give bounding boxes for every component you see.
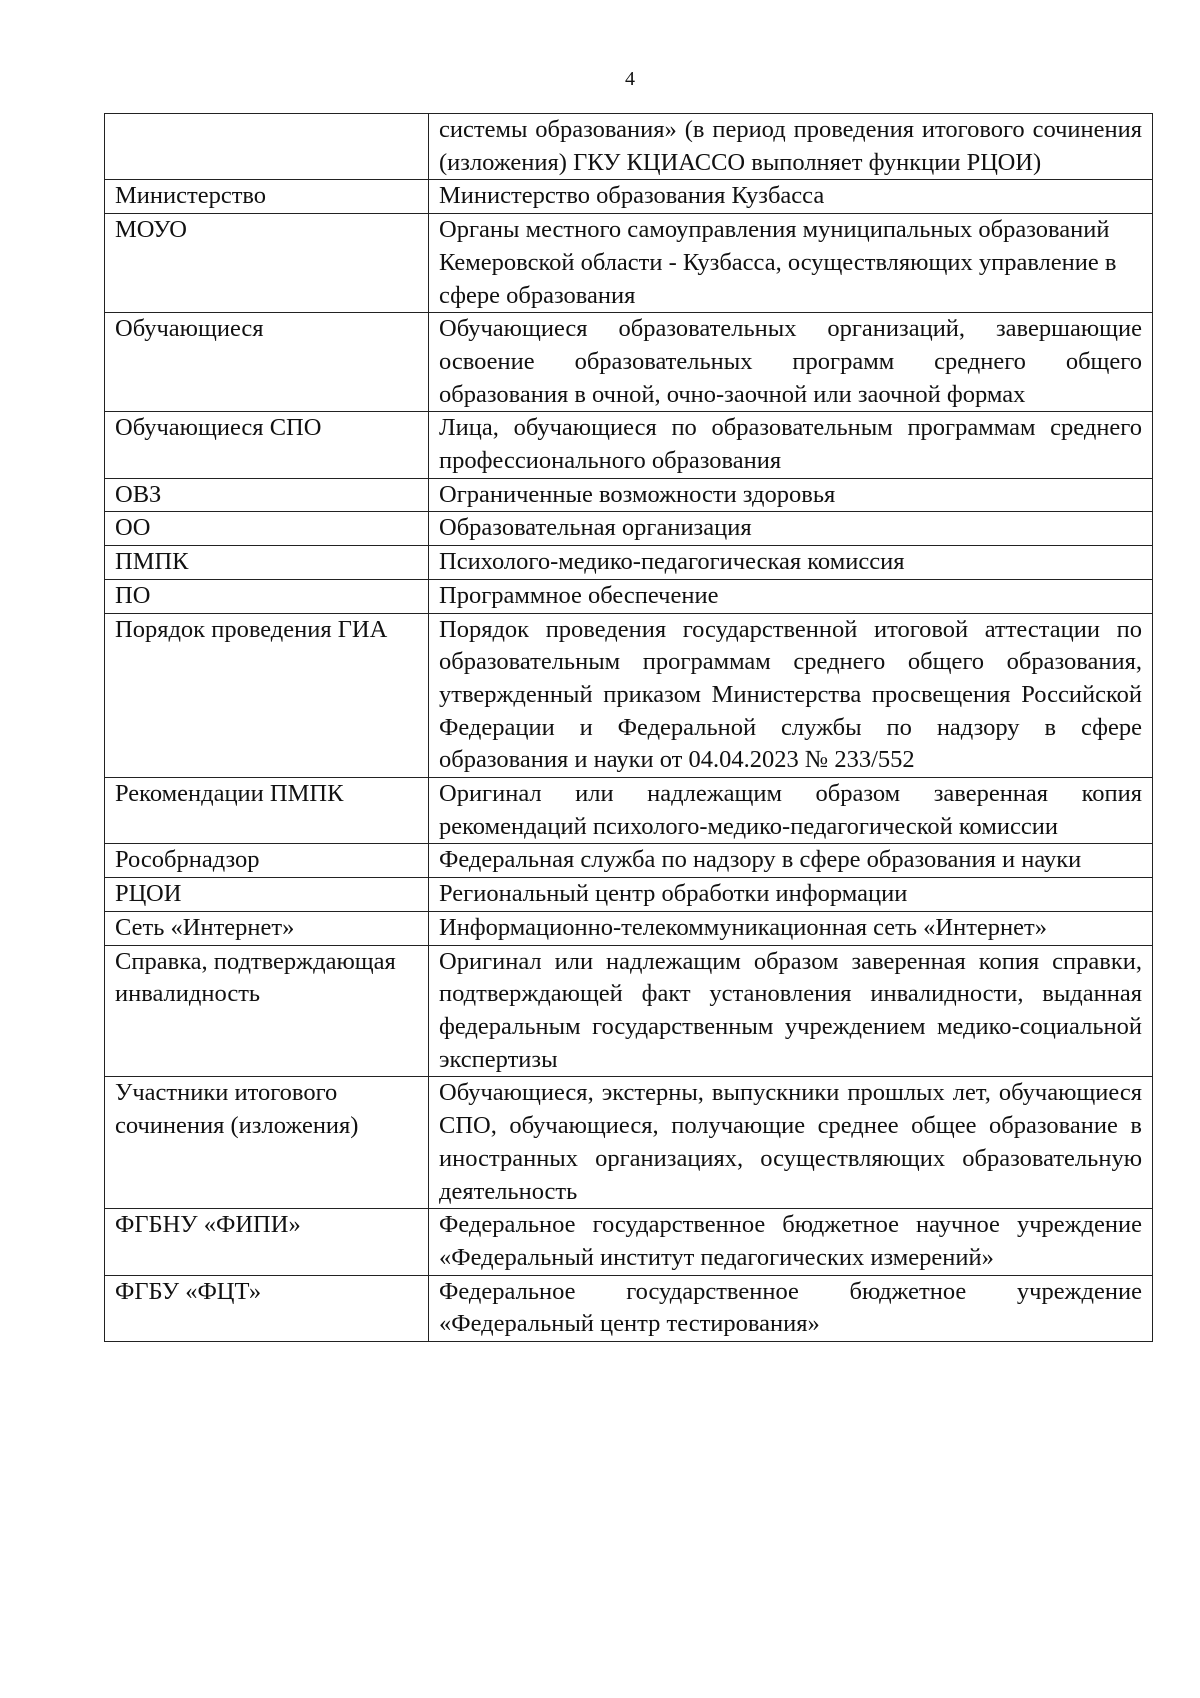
table-row [105,911,1153,945]
table-row [105,1275,1153,1341]
definition-cell: системы образования» (в период проведения итогового сочинения (изложения) ГКУ КЦИАССО выполняет функции РЦОИ) [429,114,1153,180]
term-cell: ФГБУ «ФЦТ» [105,1275,429,1341]
table-row [105,180,1153,214]
table-row [105,478,1153,512]
term-cell: ПМПК [105,546,429,580]
definition-cell: Лица, обучающиеся по образовательным программам среднего профессионального образования [429,412,1153,478]
definition-cell: Региональный центр обработки информации [429,878,1153,912]
definition-cell: Информационно-телекоммуникационная сеть «Интернет» [429,911,1153,945]
table-row [105,1077,1153,1209]
table-row [105,214,1153,313]
table-row [105,114,1153,180]
table-row [105,313,1153,412]
term-cell: РЦОИ [105,878,429,912]
term-cell: ПО [105,579,429,613]
term-cell: МОУО [105,214,429,313]
term-cell: Обучающиеся [105,313,429,412]
term-cell: Справка, подтверждающая инвалидность [105,945,429,1077]
definition-cell: Федеральное государственное бюджетное учреждение «Федеральный центр тестирования» [429,1275,1153,1341]
term-cell: Рекомендации ПМПК [105,778,429,844]
definition-cell: Порядок проведения государственной итоговой аттестации по образовательным программам среднего общего образования, утвержденный приказом Министерства просвещения Российской Федерации и Федеральной службы по надзору в сфере образования и науки от 04.04.2023 № 233/552 [429,613,1153,778]
term-cell: ОО [105,512,429,546]
table-row [105,579,1153,613]
definition-cell: Оригинал или надлежащим образом заверенная копия справки, подтверждающей факт установления инвалидности, выданная федеральным государственным учреждением медико-социальной экспертизы [429,945,1153,1077]
term-cell: Участники итогового сочинения (изложения) [105,1077,429,1209]
definition-cell: Министерство образования Кузбасса [429,180,1153,214]
definition-cell: Образовательная организация [429,512,1153,546]
term-cell: Министерство [105,180,429,214]
table-row [105,412,1153,478]
definition-cell: Оригинал или надлежащим образом заверенная копия рекомендаций психолого-медико-педагогической комиссии [429,778,1153,844]
table-row [105,613,1153,778]
definition-cell: Программное обеспечение [429,579,1153,613]
table-row [105,546,1153,580]
page-number: 4 [625,68,635,90]
definition-cell: Федеральное государственное бюджетное научное учреждение «Федеральный институт педагогических измерений» [429,1209,1153,1275]
term-cell: ОВЗ [105,478,429,512]
definition-cell: Обучающиеся, экстерны, выпускники прошлых лет, обучающиеся СПО, обучающиеся, получающие среднее общее образование в иностранных организациях, осуществляющих образовательную деятельность [429,1077,1153,1209]
table-row [105,778,1153,844]
definition-cell: Ограниченные возможности здоровья [429,478,1153,512]
definition-cell: Обучающиеся образовательных организаций, завершающие освоение образовательных программ среднего общего образования в очной, очно-заочной или заочной формах [429,313,1153,412]
definition-cell: Федеральная служба по надзору в сфере образования и науки [429,844,1153,878]
table-row [105,1209,1153,1275]
abbreviations-table [104,113,1153,1342]
term-cell: Сеть «Интернет» [105,911,429,945]
definition-cell: Органы местного самоуправления муниципальных образований Кемеровской области - Кузбасса, осуществляющих управление в сфере образования [429,214,1153,313]
term-cell [105,114,429,180]
term-cell: Рособрнадзор [105,844,429,878]
table-row [105,945,1153,1077]
table-row [105,878,1153,912]
term-cell: Порядок проведения ГИА [105,613,429,778]
table-row [105,512,1153,546]
definition-cell: Психолого-медико-педагогическая комиссия [429,546,1153,580]
term-cell: ФГБНУ «ФИПИ» [105,1209,429,1275]
term-cell: Обучающиеся СПО [105,412,429,478]
table-row [105,844,1153,878]
